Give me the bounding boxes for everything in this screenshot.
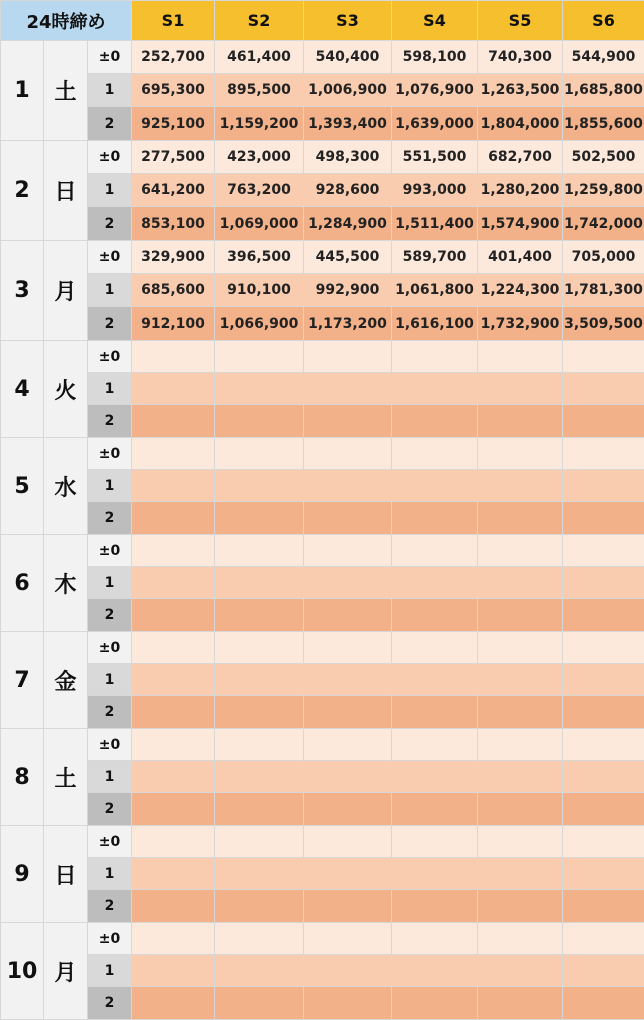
tier-label: ±0 xyxy=(88,826,132,858)
tier-label: 1 xyxy=(88,470,132,502)
table-row xyxy=(1,41,644,74)
table-row xyxy=(1,241,644,274)
day-of-week: 日 xyxy=(44,826,88,923)
value-cell-s6[interactable] xyxy=(563,955,644,987)
value-cell-s6[interactable] xyxy=(563,987,644,1020)
value-cell-s5[interactable] xyxy=(478,535,563,567)
value-cell-s6[interactable]: 1,855,600 xyxy=(563,107,644,141)
day-of-week: 金 xyxy=(44,632,88,729)
value-cell-s1[interactable] xyxy=(132,664,215,696)
value-cell-s5[interactable] xyxy=(478,664,563,696)
value-cell-s5[interactable] xyxy=(478,341,563,373)
day-of-week: 月 xyxy=(44,241,88,341)
day-of-week: 土 xyxy=(44,41,88,141)
column-header-s2: S2 xyxy=(215,1,304,41)
value-cell-s4[interactable] xyxy=(392,470,478,502)
value-cell-s2[interactable]: 763,200 xyxy=(215,174,304,207)
value-cell-s1[interactable] xyxy=(132,502,215,535)
value-cell-s3[interactable]: 992,900 xyxy=(304,274,392,307)
value-cell-s2[interactable] xyxy=(215,729,304,761)
value-cell-s2[interactable] xyxy=(215,664,304,696)
day-number: 7 xyxy=(1,632,44,729)
value-cell-s6[interactable]: 1,781,300 xyxy=(563,274,644,307)
value-cell-s3[interactable]: 928,600 xyxy=(304,174,392,207)
value-cell-s5[interactable] xyxy=(478,405,563,438)
value-cell-s5[interactable] xyxy=(478,923,563,955)
day-number: 6 xyxy=(1,535,44,632)
value-cell-s4[interactable] xyxy=(392,373,478,405)
value-cell-s5[interactable] xyxy=(478,826,563,858)
tier-label: 2 xyxy=(88,599,132,632)
value-cell-s2[interactable] xyxy=(215,373,304,405)
tier-label: 1 xyxy=(88,858,132,890)
value-cell-s4[interactable]: 1,639,000 xyxy=(392,107,478,141)
table-row xyxy=(1,923,644,955)
value-cell-s4[interactable] xyxy=(392,696,478,729)
table-row xyxy=(1,373,644,405)
value-cell-s1[interactable] xyxy=(132,567,215,599)
value-cell-s5[interactable] xyxy=(478,955,563,987)
value-cell-s2[interactable] xyxy=(215,438,304,470)
table-row xyxy=(1,761,644,793)
value-cell-s1[interactable] xyxy=(132,341,215,373)
value-cell-s3[interactable] xyxy=(304,341,392,373)
value-cell-s3[interactable] xyxy=(304,955,392,987)
value-cell-s5[interactable]: 1,280,200 xyxy=(478,174,563,207)
value-cell-s4[interactable] xyxy=(392,632,478,664)
value-cell-s2[interactable] xyxy=(215,987,304,1020)
value-cell-s6[interactable] xyxy=(563,858,644,890)
value-cell-s2[interactable] xyxy=(215,567,304,599)
value-cell-s1[interactable]: 685,600 xyxy=(132,274,215,307)
value-cell-s1[interactable]: 925,100 xyxy=(132,107,215,141)
value-cell-s1[interactable] xyxy=(132,858,215,890)
value-cell-s3[interactable] xyxy=(304,826,392,858)
table-row xyxy=(1,729,644,761)
tier-label: 1 xyxy=(88,373,132,405)
value-cell-s4[interactable] xyxy=(392,664,478,696)
value-cell-s4[interactable] xyxy=(392,599,478,632)
day-number: 5 xyxy=(1,438,44,535)
value-cell-s2[interactable]: 461,400 xyxy=(215,41,304,74)
value-cell-s3[interactable] xyxy=(304,987,392,1020)
tier-label: ±0 xyxy=(88,141,132,174)
tier-label: 2 xyxy=(88,107,132,141)
table-row xyxy=(1,107,644,141)
value-cell-s1[interactable] xyxy=(132,826,215,858)
tier-label: ±0 xyxy=(88,729,132,761)
value-cell-s6[interactable] xyxy=(563,470,644,502)
value-cell-s3[interactable] xyxy=(304,535,392,567)
value-cell-s1[interactable] xyxy=(132,632,215,664)
day-of-week: 月 xyxy=(44,923,88,1020)
tier-label: ±0 xyxy=(88,632,132,664)
value-cell-s2[interactable] xyxy=(215,858,304,890)
value-cell-s6[interactable] xyxy=(563,923,644,955)
value-cell-s6[interactable]: 502,500 xyxy=(563,141,644,174)
table-row xyxy=(1,405,644,438)
value-cell-s5[interactable]: 1,804,000 xyxy=(478,107,563,141)
value-cell-s1[interactable] xyxy=(132,793,215,826)
value-cell-s6[interactable] xyxy=(563,535,644,567)
value-cell-s4[interactable] xyxy=(392,729,478,761)
table-row xyxy=(1,74,644,107)
value-cell-s3[interactable] xyxy=(304,632,392,664)
value-cell-s5[interactable] xyxy=(478,599,563,632)
day-of-week: 水 xyxy=(44,438,88,535)
value-cell-s6[interactable] xyxy=(563,729,644,761)
value-cell-s6[interactable] xyxy=(563,502,644,535)
table-row xyxy=(1,274,644,307)
value-cell-s5[interactable] xyxy=(478,632,563,664)
value-cell-s1[interactable] xyxy=(132,729,215,761)
value-cell-s4[interactable] xyxy=(392,923,478,955)
tier-label: 1 xyxy=(88,955,132,987)
tier-label: 2 xyxy=(88,890,132,923)
table-row xyxy=(1,987,644,1020)
value-cell-s2[interactable] xyxy=(215,890,304,923)
table-row xyxy=(1,341,644,373)
value-cell-s5[interactable] xyxy=(478,761,563,793)
value-cell-s2[interactable]: 910,100 xyxy=(215,274,304,307)
tier-label: ±0 xyxy=(88,438,132,470)
value-cell-s4[interactable] xyxy=(392,438,478,470)
value-cell-s5[interactable] xyxy=(478,696,563,729)
table-body xyxy=(1,41,644,1020)
column-header-s3: S3 xyxy=(304,1,392,41)
value-cell-s2[interactable] xyxy=(215,955,304,987)
value-cell-s3[interactable]: 1,393,400 xyxy=(304,107,392,141)
value-cell-s6[interactable]: 544,900 xyxy=(563,41,644,74)
value-cell-s2[interactable] xyxy=(215,405,304,438)
value-cell-s6[interactable] xyxy=(563,438,644,470)
table-row xyxy=(1,174,644,207)
value-cell-s2[interactable] xyxy=(215,535,304,567)
value-cell-s3[interactable] xyxy=(304,599,392,632)
value-cell-s5[interactable] xyxy=(478,890,563,923)
value-cell-s4[interactable]: 993,000 xyxy=(392,174,478,207)
tier-label: 1 xyxy=(88,664,132,696)
value-cell-s4[interactable]: 551,500 xyxy=(392,141,478,174)
value-cell-s2[interactable] xyxy=(215,599,304,632)
value-cell-s4[interactable] xyxy=(392,341,478,373)
value-cell-s6[interactable] xyxy=(563,567,644,599)
day-number: 2 xyxy=(1,141,44,241)
value-cell-s1[interactable] xyxy=(132,890,215,923)
value-cell-s6[interactable]: 1,259,800 xyxy=(563,174,644,207)
value-cell-s1[interactable] xyxy=(132,923,215,955)
tier-label: 1 xyxy=(88,567,132,599)
table-row xyxy=(1,141,644,174)
table-row xyxy=(1,858,644,890)
table-row xyxy=(1,470,644,502)
value-cell-s3[interactable] xyxy=(304,405,392,438)
value-cell-s5[interactable] xyxy=(478,373,563,405)
column-header-s1: S1 xyxy=(132,1,215,41)
value-cell-s1[interactable]: 277,500 xyxy=(132,141,215,174)
value-cell-s2[interactable]: 423,000 xyxy=(215,141,304,174)
value-cell-s6[interactable]: 3,509,500 xyxy=(563,307,644,341)
value-cell-s2[interactable]: 396,500 xyxy=(215,241,304,274)
column-header-s5: S5 xyxy=(478,1,563,41)
value-cell-s4[interactable] xyxy=(392,502,478,535)
value-cell-s1[interactable] xyxy=(132,405,215,438)
value-cell-s4[interactable] xyxy=(392,987,478,1020)
day-of-week: 土 xyxy=(44,729,88,826)
value-cell-s3[interactable] xyxy=(304,858,392,890)
value-cell-s2[interactable]: 1,066,900 xyxy=(215,307,304,341)
value-cell-s6[interactable] xyxy=(563,890,644,923)
value-cell-s1[interactable] xyxy=(132,535,215,567)
value-cell-s4[interactable]: 1,076,900 xyxy=(392,74,478,107)
tier-label: ±0 xyxy=(88,241,132,274)
value-cell-s6[interactable]: 705,000 xyxy=(563,241,644,274)
value-cell-s3[interactable] xyxy=(304,696,392,729)
value-cell-s1[interactable] xyxy=(132,955,215,987)
tier-label: ±0 xyxy=(88,535,132,567)
day-number: 9 xyxy=(1,826,44,923)
value-cell-s5[interactable] xyxy=(478,502,563,535)
value-cell-s1[interactable] xyxy=(132,373,215,405)
value-cell-s3[interactable] xyxy=(304,664,392,696)
table-row xyxy=(1,207,644,241)
tier-label: 2 xyxy=(88,405,132,438)
table-row xyxy=(1,696,644,729)
tier-label: 2 xyxy=(88,696,132,729)
value-cell-s2[interactable] xyxy=(215,341,304,373)
value-cell-s4[interactable] xyxy=(392,793,478,826)
value-cell-s6[interactable] xyxy=(563,793,644,826)
table-row xyxy=(1,567,644,599)
value-cell-s3[interactable]: 498,300 xyxy=(304,141,392,174)
tier-label: ±0 xyxy=(88,341,132,373)
tier-label: 2 xyxy=(88,987,132,1020)
value-cell-s3[interactable]: 1,006,900 xyxy=(304,74,392,107)
value-cell-s1[interactable]: 853,100 xyxy=(132,207,215,241)
value-cell-s3[interactable] xyxy=(304,373,392,405)
header-row xyxy=(1,1,644,41)
tier-label: 2 xyxy=(88,207,132,241)
value-cell-s1[interactable] xyxy=(132,696,215,729)
tier-label: 1 xyxy=(88,74,132,107)
value-cell-s6[interactable] xyxy=(563,826,644,858)
value-cell-s5[interactable]: 1,732,900 xyxy=(478,307,563,341)
corner-title: 24時締め xyxy=(1,1,132,41)
value-cell-s1[interactable]: 641,200 xyxy=(132,174,215,207)
value-cell-s1[interactable] xyxy=(132,599,215,632)
value-cell-s2[interactable] xyxy=(215,793,304,826)
column-header-s4: S4 xyxy=(392,1,478,41)
value-cell-s1[interactable] xyxy=(132,438,215,470)
day-of-week: 火 xyxy=(44,341,88,438)
value-cell-s3[interactable] xyxy=(304,923,392,955)
table-row xyxy=(1,535,644,567)
value-cell-s5[interactable] xyxy=(478,858,563,890)
value-cell-s3[interactable]: 1,284,900 xyxy=(304,207,392,241)
value-cell-s5[interactable]: 401,400 xyxy=(478,241,563,274)
value-cell-s4[interactable] xyxy=(392,535,478,567)
value-cell-s1[interactable] xyxy=(132,761,215,793)
day-number: 4 xyxy=(1,341,44,438)
table-row xyxy=(1,632,644,664)
value-cell-s5[interactable]: 740,300 xyxy=(478,41,563,74)
value-cell-s6[interactable] xyxy=(563,405,644,438)
value-cell-s4[interactable] xyxy=(392,890,478,923)
value-cell-s6[interactable] xyxy=(563,373,644,405)
day-of-week: 木 xyxy=(44,535,88,632)
value-cell-s3[interactable] xyxy=(304,729,392,761)
value-cell-s5[interactable]: 1,224,300 xyxy=(478,274,563,307)
value-cell-s1[interactable]: 329,900 xyxy=(132,241,215,274)
value-cell-s4[interactable]: 589,700 xyxy=(392,241,478,274)
value-cell-s3[interactable]: 445,500 xyxy=(304,241,392,274)
table-row xyxy=(1,955,644,987)
value-cell-s4[interactable] xyxy=(392,955,478,987)
day-number: 10 xyxy=(1,923,44,1020)
value-cell-s5[interactable] xyxy=(478,729,563,761)
value-cell-s3[interactable] xyxy=(304,793,392,826)
value-cell-s1[interactable]: 252,700 xyxy=(132,41,215,74)
value-cell-s4[interactable] xyxy=(392,567,478,599)
day-number: 3 xyxy=(1,241,44,341)
value-cell-s3[interactable] xyxy=(304,761,392,793)
value-cell-s6[interactable] xyxy=(563,599,644,632)
value-cell-s3[interactable] xyxy=(304,890,392,923)
value-cell-s1[interactable]: 912,100 xyxy=(132,307,215,341)
value-cell-s6[interactable]: 1,685,800 xyxy=(563,74,644,107)
value-cell-s2[interactable] xyxy=(215,761,304,793)
value-cell-s2[interactable] xyxy=(215,632,304,664)
tier-label: ±0 xyxy=(88,923,132,955)
value-cell-s5[interactable] xyxy=(478,438,563,470)
value-cell-s2[interactable] xyxy=(215,502,304,535)
value-cell-s6[interactable] xyxy=(563,341,644,373)
value-cell-s4[interactable] xyxy=(392,405,478,438)
column-header-s6: S6 xyxy=(563,1,644,41)
table-row xyxy=(1,826,644,858)
value-cell-s4[interactable] xyxy=(392,858,478,890)
value-cell-s1[interactable] xyxy=(132,470,215,502)
value-cell-s6[interactable] xyxy=(563,632,644,664)
tier-label: ±0 xyxy=(88,41,132,74)
value-cell-s6[interactable] xyxy=(563,696,644,729)
value-cell-s3[interactable] xyxy=(304,567,392,599)
value-cell-s5[interactable] xyxy=(478,567,563,599)
value-cell-s5[interactable]: 1,263,500 xyxy=(478,74,563,107)
value-cell-s2[interactable] xyxy=(215,923,304,955)
tier-label: 1 xyxy=(88,274,132,307)
table-row xyxy=(1,307,644,341)
table-row xyxy=(1,890,644,923)
value-cell-s3[interactable]: 540,400 xyxy=(304,41,392,74)
tier-label: 1 xyxy=(88,761,132,793)
value-cell-s2[interactable]: 1,069,000 xyxy=(215,207,304,241)
value-cell-s2[interactable]: 1,159,200 xyxy=(215,107,304,141)
value-cell-s6[interactable] xyxy=(563,761,644,793)
day-number: 8 xyxy=(1,729,44,826)
value-cell-s5[interactable]: 1,574,900 xyxy=(478,207,563,241)
tier-label: 2 xyxy=(88,502,132,535)
value-cell-s1[interactable]: 695,300 xyxy=(132,74,215,107)
table-row xyxy=(1,664,644,696)
value-cell-s6[interactable] xyxy=(563,664,644,696)
table-row xyxy=(1,438,644,470)
value-cell-s3[interactable] xyxy=(304,502,392,535)
value-cell-s4[interactable]: 1,511,400 xyxy=(392,207,478,241)
value-cell-s1[interactable] xyxy=(132,987,215,1020)
value-cell-s3[interactable] xyxy=(304,470,392,502)
value-cell-s5[interactable] xyxy=(478,987,563,1020)
value-cell-s4[interactable]: 1,616,100 xyxy=(392,307,478,341)
value-cell-s2[interactable] xyxy=(215,470,304,502)
value-cell-s4[interactable]: 1,061,800 xyxy=(392,274,478,307)
value-cell-s2[interactable]: 895,500 xyxy=(215,74,304,107)
value-cell-s3[interactable]: 1,173,200 xyxy=(304,307,392,341)
value-cell-s3[interactable] xyxy=(304,438,392,470)
value-cell-s5[interactable] xyxy=(478,470,563,502)
tier-label: 1 xyxy=(88,174,132,207)
tier-label: 2 xyxy=(88,793,132,826)
table-row xyxy=(1,599,644,632)
table-row xyxy=(1,793,644,826)
value-cell-s5[interactable]: 682,700 xyxy=(478,141,563,174)
day-number: 1 xyxy=(1,41,44,141)
day-of-week: 日 xyxy=(44,141,88,241)
value-cell-s4[interactable]: 598,100 xyxy=(392,41,478,74)
table-row xyxy=(1,502,644,535)
value-cell-s6[interactable]: 1,742,000 xyxy=(563,207,644,241)
tier-label: 2 xyxy=(88,307,132,341)
value-cell-s5[interactable] xyxy=(478,793,563,826)
value-cell-s4[interactable] xyxy=(392,826,478,858)
value-cell-s4[interactable] xyxy=(392,761,478,793)
value-cell-s2[interactable] xyxy=(215,826,304,858)
value-cell-s2[interactable] xyxy=(215,696,304,729)
